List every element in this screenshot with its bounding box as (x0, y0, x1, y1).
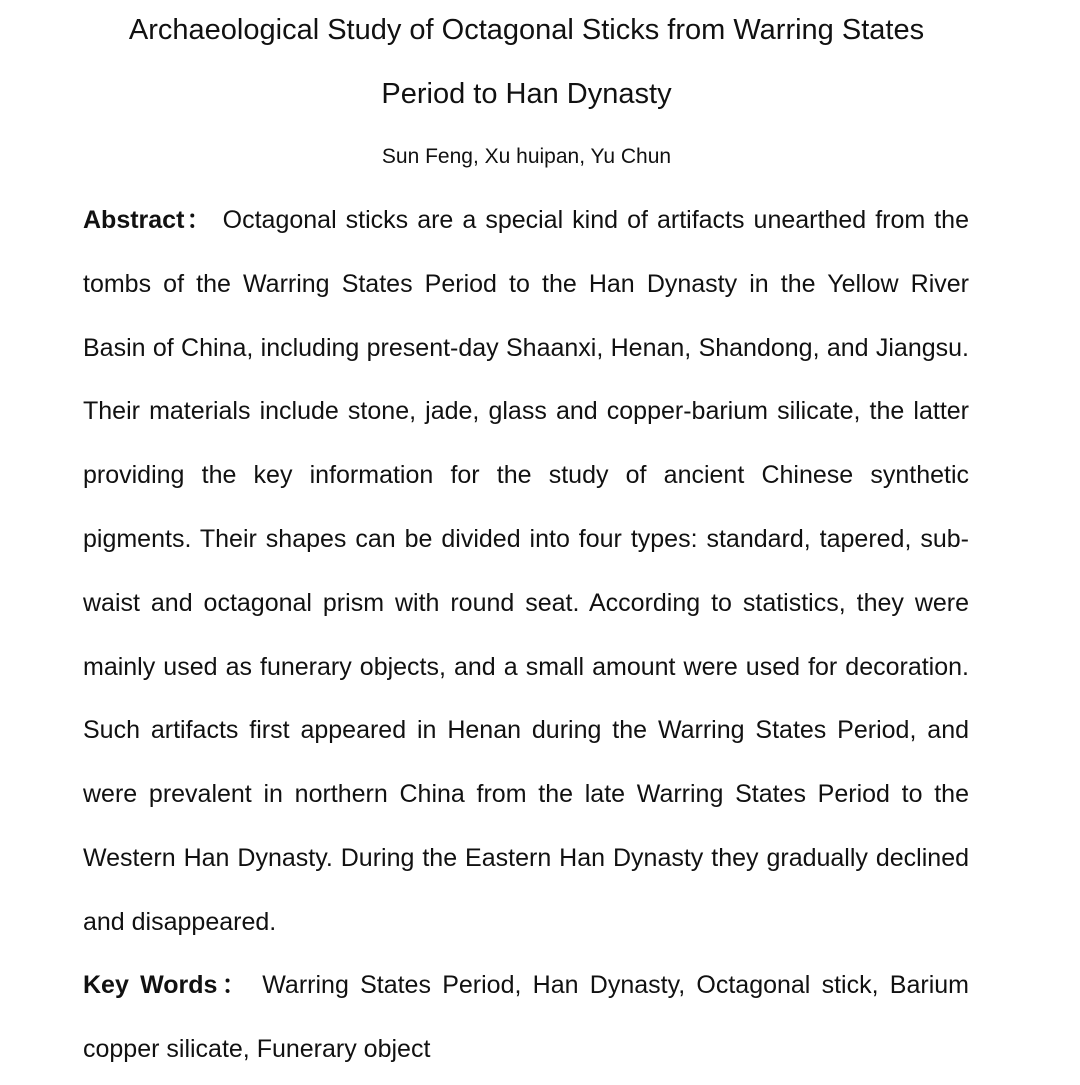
keywords-text: Warring States Period, Han Dynasty, Octagonal stick, Barium copper silicate, Funerary object (83, 971, 969, 1063)
abstract-paragraph (83, 189, 969, 955)
paper-title-line-2: Period to Han Dynasty (381, 78, 672, 110)
abstract-label: Abstract： (83, 206, 214, 234)
keywords-label: Key Words： (83, 971, 252, 999)
keywords-paragraph (83, 954, 969, 1082)
paper-authors: Sun Feng, Xu huipan, Yu Chun (381, 145, 672, 168)
abstract-text: Octagonal sticks are a special kind of artifacts unearthed from the tombs of the Warring States Period to the Han Dynasty in the Yellow River Basin of China, including present-day Shaanxi, Henan, Shandong, and Jiangsu. Their materials include stone, jade, glass and copper-barium silicate, the latter providing the key information for the study of ancient Chinese synthetic pigments. Their shapes can be divided into four types: standard, tapered, sub-waist and octagonal prism with round seat. According to statistics, they were mainly used as funerary objects, and a small amount were used for decoration. Such artifacts first appeared in Henan during the Warring States Period, and were prevalent in northern China from the late Warring States Period to the Western Han Dynasty. During the Eastern Han Dynasty they gradually declined and disappeared. (83, 206, 969, 936)
paper-title-line-1: Archaeological Study of Octagonal Sticks from Warring States (128, 14, 925, 46)
